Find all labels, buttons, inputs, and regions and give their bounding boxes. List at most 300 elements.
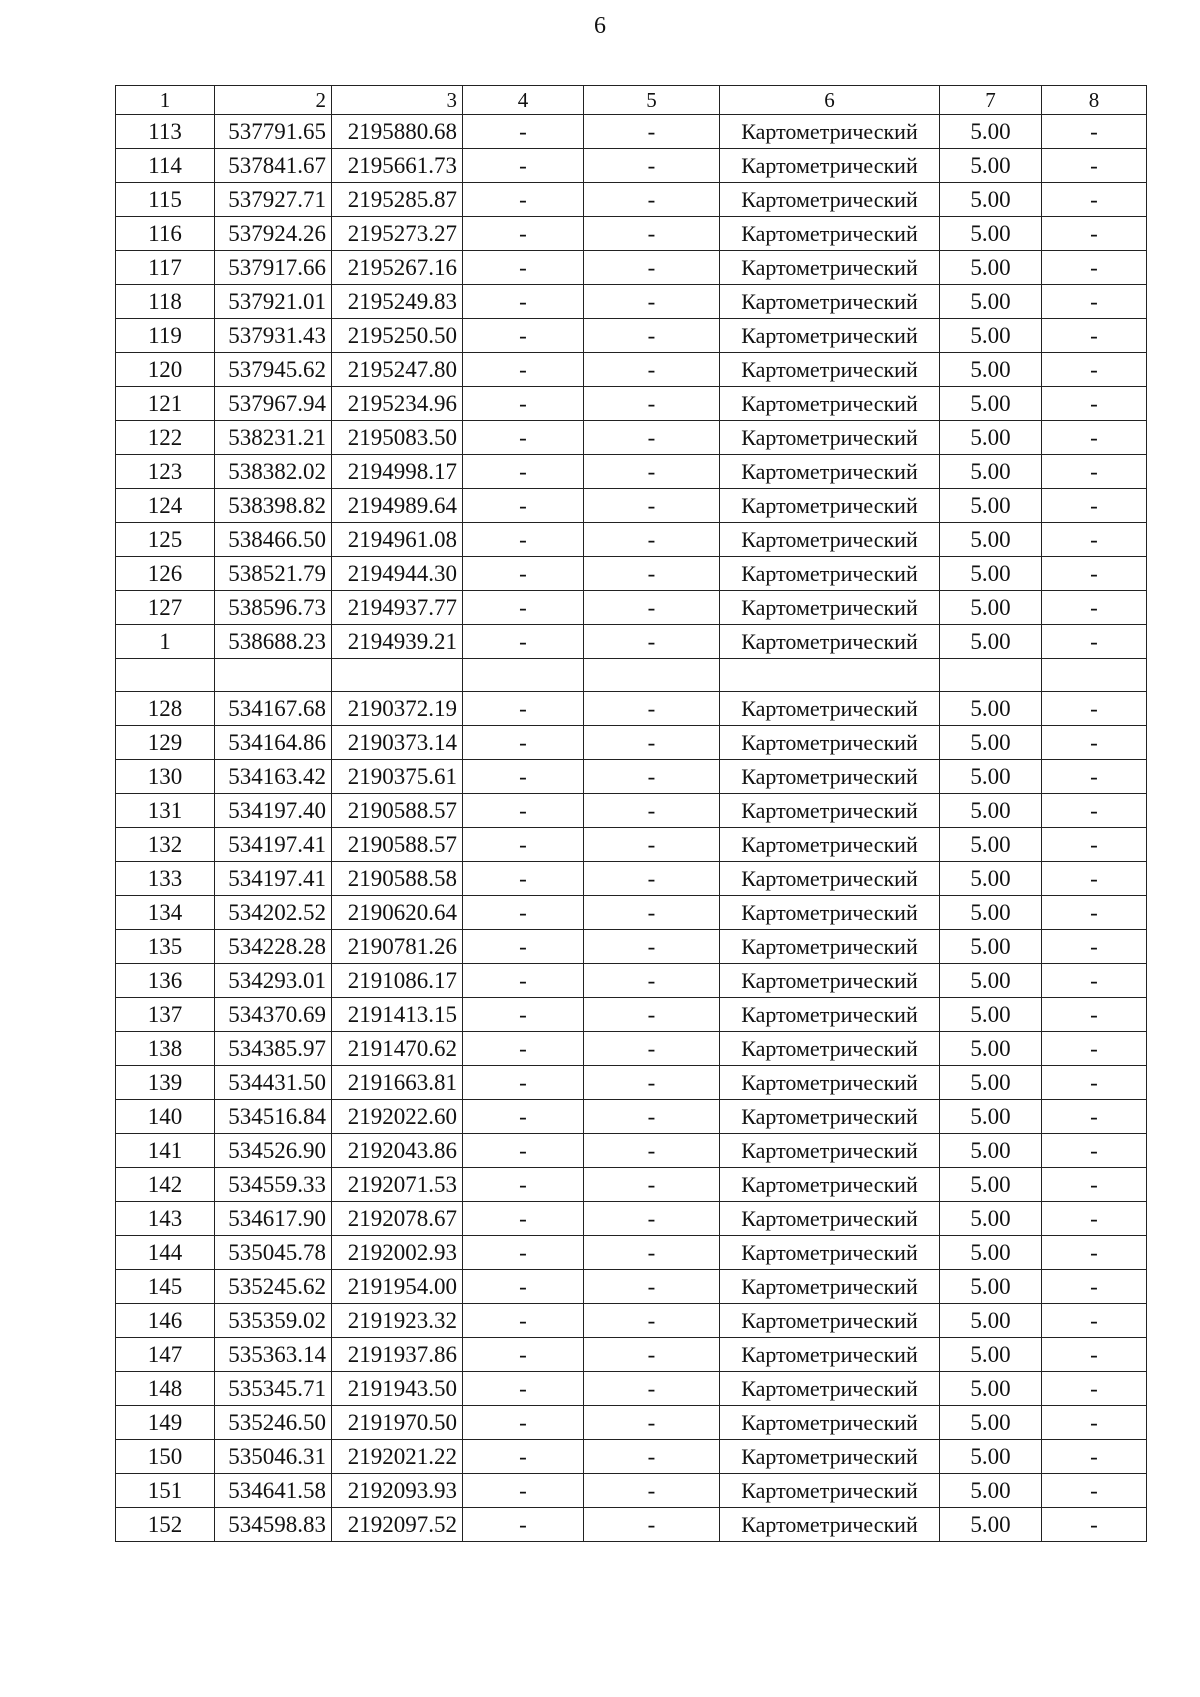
table-cell: - [463, 149, 584, 183]
table-cell: 5.00 [940, 1304, 1042, 1338]
table-cell: - [584, 183, 720, 217]
table-cell: 120 [116, 353, 215, 387]
table-cell: - [463, 319, 584, 353]
table-row [116, 1066, 1147, 1100]
table-cell: - [463, 557, 584, 591]
table-cell: - [463, 794, 584, 828]
table-cell: 1 [116, 625, 215, 659]
table-cell: - [584, 1032, 720, 1066]
table-cell: Картометрический [720, 421, 940, 455]
table-row [116, 794, 1147, 828]
table-row [116, 251, 1147, 285]
table-cell: 134 [116, 896, 215, 930]
table-cell: 138 [116, 1032, 215, 1066]
table-cell: 148 [116, 1372, 215, 1406]
table-cell: - [463, 964, 584, 998]
table-cell: - [463, 726, 584, 760]
table-cell: 534202.52 [215, 896, 332, 930]
table-cell: 5.00 [940, 1270, 1042, 1304]
table-row [116, 183, 1147, 217]
table-cell: 538688.23 [215, 625, 332, 659]
table-cell: - [584, 1474, 720, 1508]
table-row [116, 1474, 1147, 1508]
table-cell: 2192071.53 [332, 1168, 463, 1202]
table-cell: 116 [116, 217, 215, 251]
table-cell: Картометрический [720, 1134, 940, 1168]
table-cell: 147 [116, 1338, 215, 1372]
column-header-1: 1 [116, 86, 215, 115]
table-cell: 5.00 [940, 1202, 1042, 1236]
table-row [116, 557, 1147, 591]
table-cell: 2194961.08 [332, 523, 463, 557]
table-cell: 534526.90 [215, 1134, 332, 1168]
table-cell: 2195880.68 [332, 115, 463, 149]
table-row [116, 1508, 1147, 1542]
table-cell: 534197.40 [215, 794, 332, 828]
table-cell: 2190373.14 [332, 726, 463, 760]
table-cell: - [463, 896, 584, 930]
table-cell: 122 [116, 421, 215, 455]
table-cell: - [1042, 896, 1147, 930]
table-cell: Картометрический [720, 1168, 940, 1202]
table-cell: 117 [116, 251, 215, 285]
table-cell: Картометрический [720, 625, 940, 659]
table-cell: Картометрический [720, 1440, 940, 1474]
table-cell: 2195234.96 [332, 387, 463, 421]
table-cell [1042, 659, 1147, 692]
table-cell: 534293.01 [215, 964, 332, 998]
table-cell: - [463, 1032, 584, 1066]
table-cell: Картометрический [720, 692, 940, 726]
table-cell: 534370.69 [215, 998, 332, 1032]
table-cell: - [584, 591, 720, 625]
table-cell: - [584, 217, 720, 251]
table-cell: - [1042, 115, 1147, 149]
table-cell: 5.00 [940, 489, 1042, 523]
table-cell: - [584, 726, 720, 760]
table-cell: Картометрический [720, 1066, 940, 1100]
table-cell: - [584, 387, 720, 421]
table-cell: 534228.28 [215, 930, 332, 964]
table-cell: - [1042, 591, 1147, 625]
table-cell: - [584, 353, 720, 387]
table-cell: - [584, 1066, 720, 1100]
table-cell: 538596.73 [215, 591, 332, 625]
table-cell: 142 [116, 1168, 215, 1202]
table-cell: - [584, 421, 720, 455]
table-row [116, 149, 1147, 183]
table-cell: - [584, 115, 720, 149]
table-cell: 2191970.50 [332, 1406, 463, 1440]
table-cell: 2195267.16 [332, 251, 463, 285]
table-cell: Картометрический [720, 1474, 940, 1508]
table-cell: 534197.41 [215, 862, 332, 896]
table-cell: Картометрический [720, 1338, 940, 1372]
table-cell: - [584, 1168, 720, 1202]
table-cell: - [1042, 489, 1147, 523]
table-cell: - [463, 489, 584, 523]
table-row [116, 896, 1147, 930]
table-cell: - [1042, 1508, 1147, 1542]
table-cell: - [584, 523, 720, 557]
table-cell: Картометрический [720, 1100, 940, 1134]
table-cell: - [1042, 149, 1147, 183]
table-cell: 2194989.64 [332, 489, 463, 523]
table-row [116, 1202, 1147, 1236]
table-cell: - [1042, 557, 1147, 591]
table-cell: - [1042, 1474, 1147, 1508]
table-cell: 5.00 [940, 896, 1042, 930]
table-cell: 534167.68 [215, 692, 332, 726]
table-row [116, 591, 1147, 625]
table-cell: - [463, 1440, 584, 1474]
table-cell: 149 [116, 1406, 215, 1440]
table-cell: 152 [116, 1508, 215, 1542]
table-cell: Картометрический [720, 1032, 940, 1066]
table-cell: 537967.94 [215, 387, 332, 421]
table-cell: 2191663.81 [332, 1066, 463, 1100]
table-cell: Картометрический [720, 591, 940, 625]
table-cell: Картометрический [720, 828, 940, 862]
table-cell: 126 [116, 557, 215, 591]
table-cell: - [584, 828, 720, 862]
table-cell: Картометрический [720, 726, 940, 760]
table-cell: 5.00 [940, 726, 1042, 760]
table-cell: 146 [116, 1304, 215, 1338]
table-cell: - [584, 1338, 720, 1372]
table-cell: - [463, 285, 584, 319]
table-cell: 118 [116, 285, 215, 319]
table-cell: 115 [116, 183, 215, 217]
table-cell: 537841.67 [215, 149, 332, 183]
table-cell: - [584, 862, 720, 896]
table-cell: 2191470.62 [332, 1032, 463, 1066]
page-number: 6 [594, 13, 606, 39]
table-cell: 150 [116, 1440, 215, 1474]
table-cell: - [463, 183, 584, 217]
table-cell: - [584, 1236, 720, 1270]
table-cell: 534516.84 [215, 1100, 332, 1134]
table-cell: - [463, 625, 584, 659]
table-cell: 5.00 [940, 421, 1042, 455]
table-cell: 144 [116, 1236, 215, 1270]
table-cell: 538398.82 [215, 489, 332, 523]
table-cell: Картометрический [720, 251, 940, 285]
table-cell: Картометрический [720, 183, 940, 217]
table-cell [116, 659, 215, 692]
table-cell: 535246.50 [215, 1406, 332, 1440]
table-cell: - [584, 319, 720, 353]
table-cell: 5.00 [940, 285, 1042, 319]
table-cell: 132 [116, 828, 215, 862]
table-cell: 151 [116, 1474, 215, 1508]
table-cell: 5.00 [940, 794, 1042, 828]
table-cell: 2195250.50 [332, 319, 463, 353]
table-cell: 534197.41 [215, 828, 332, 862]
table-cell: 2191943.50 [332, 1372, 463, 1406]
table-row [116, 760, 1147, 794]
table-cell: 534598.83 [215, 1508, 332, 1542]
table-cell [215, 659, 332, 692]
table-cell: 534641.58 [215, 1474, 332, 1508]
table-cell: - [1042, 353, 1147, 387]
table-cell: 5.00 [940, 625, 1042, 659]
table-row [116, 692, 1147, 726]
table-cell: 2190372.19 [332, 692, 463, 726]
table-cell: - [463, 251, 584, 285]
table-cell: - [463, 1066, 584, 1100]
table-cell: 534385.97 [215, 1032, 332, 1066]
table-cell: - [1042, 726, 1147, 760]
table-cell: - [463, 760, 584, 794]
table-cell: - [1042, 964, 1147, 998]
table-cell: 537945.62 [215, 353, 332, 387]
table-cell: Картометрический [720, 149, 940, 183]
table-cell: - [584, 1406, 720, 1440]
table-cell: - [463, 862, 584, 896]
table-cell: 2195083.50 [332, 421, 463, 455]
table-row [116, 353, 1147, 387]
table-row [116, 489, 1147, 523]
table-cell: 2192002.93 [332, 1236, 463, 1270]
table-cell: - [1042, 183, 1147, 217]
table-cell: Картометрический [720, 1236, 940, 1270]
table-cell: Картометрический [720, 896, 940, 930]
column-header-8: 8 [1042, 86, 1147, 115]
table-cell: Картометрический [720, 387, 940, 421]
table-cell: 5.00 [940, 387, 1042, 421]
table-cell: 535345.71 [215, 1372, 332, 1406]
table-cell: - [1042, 794, 1147, 828]
table-cell: 2191413.15 [332, 998, 463, 1032]
table-cell: - [584, 1270, 720, 1304]
table-cell: Картометрический [720, 760, 940, 794]
table-cell: 534164.86 [215, 726, 332, 760]
table-cell: Картометрический [720, 353, 940, 387]
table-cell: - [1042, 251, 1147, 285]
table-cell: 5.00 [940, 964, 1042, 998]
table-cell: - [463, 1270, 584, 1304]
table-cell: - [1042, 1304, 1147, 1338]
table-cell: - [1042, 1168, 1147, 1202]
table-cell: - [584, 1134, 720, 1168]
table-cell: - [463, 1338, 584, 1372]
table-cell: 5.00 [940, 455, 1042, 489]
table-row [116, 387, 1147, 421]
table-cell: - [1042, 1100, 1147, 1134]
table-cell: 129 [116, 726, 215, 760]
table-row [116, 930, 1147, 964]
table-cell: 2191923.32 [332, 1304, 463, 1338]
table-cell: 119 [116, 319, 215, 353]
table-row [116, 998, 1147, 1032]
table-cell: 2190588.58 [332, 862, 463, 896]
table-cell: Картометрический [720, 557, 940, 591]
table-cell: - [584, 964, 720, 998]
table-row [116, 659, 1147, 692]
table-cell: - [1042, 319, 1147, 353]
table-cell: 128 [116, 692, 215, 726]
table-cell: - [1042, 421, 1147, 455]
table-cell: - [463, 930, 584, 964]
table-cell: 5.00 [940, 319, 1042, 353]
table-cell: 5.00 [940, 760, 1042, 794]
table-cell: 2190620.64 [332, 896, 463, 930]
table-row [116, 523, 1147, 557]
table-cell: - [463, 1134, 584, 1168]
table-cell: - [1042, 1066, 1147, 1100]
table-row [116, 1338, 1147, 1372]
table-cell: 2192078.67 [332, 1202, 463, 1236]
table-cell: - [463, 1202, 584, 1236]
table-cell: 534617.90 [215, 1202, 332, 1236]
table-cell: 534431.50 [215, 1066, 332, 1100]
table-cell: 537921.01 [215, 285, 332, 319]
table-cell: 2191954.00 [332, 1270, 463, 1304]
column-header-7: 7 [940, 86, 1042, 115]
table-cell: 121 [116, 387, 215, 421]
table-cell: Картометрический [720, 1406, 940, 1440]
column-header-3: 3 [332, 86, 463, 115]
table-body [116, 86, 1147, 1542]
table-cell: 5.00 [940, 149, 1042, 183]
table-cell [584, 659, 720, 692]
table-cell: 2192021.22 [332, 1440, 463, 1474]
table-cell: 2194944.30 [332, 557, 463, 591]
table-cell: 130 [116, 760, 215, 794]
table-cell: - [463, 1236, 584, 1270]
table-cell: 2195285.87 [332, 183, 463, 217]
column-header-6: 6 [720, 86, 940, 115]
table-cell [332, 659, 463, 692]
table-cell: 537917.66 [215, 251, 332, 285]
table-cell: Картометрический [720, 930, 940, 964]
table-cell: 535046.31 [215, 1440, 332, 1474]
table-cell: 131 [116, 794, 215, 828]
table-cell: 140 [116, 1100, 215, 1134]
table-cell: - [1042, 692, 1147, 726]
table-row [116, 1440, 1147, 1474]
table-cell: 123 [116, 455, 215, 489]
table-cell: 538231.21 [215, 421, 332, 455]
table-cell: Картометрический [720, 489, 940, 523]
table-row [116, 115, 1147, 149]
table-cell: - [584, 285, 720, 319]
table-cell: - [463, 1168, 584, 1202]
table-cell: Картометрический [720, 217, 940, 251]
table-cell: - [584, 930, 720, 964]
table-row [116, 1406, 1147, 1440]
column-header-5: 5 [584, 86, 720, 115]
table-cell: Картометрический [720, 862, 940, 896]
table-cell: 5.00 [940, 1236, 1042, 1270]
table-cell: Картометрический [720, 794, 940, 828]
table-cell: 538521.79 [215, 557, 332, 591]
table-cell: - [584, 1202, 720, 1236]
table-cell: - [1042, 523, 1147, 557]
table-cell: 535363.14 [215, 1338, 332, 1372]
table-cell: 2195249.83 [332, 285, 463, 319]
table-cell: 5.00 [940, 930, 1042, 964]
table-cell: 143 [116, 1202, 215, 1236]
table-cell: - [1042, 930, 1147, 964]
table-cell: - [463, 1474, 584, 1508]
table-cell: - [584, 998, 720, 1032]
table-cell: Картометрический [720, 115, 940, 149]
table-cell: - [463, 115, 584, 149]
table-cell: - [463, 692, 584, 726]
table-cell: - [463, 455, 584, 489]
table-cell: - [1042, 862, 1147, 896]
table-cell: - [1042, 625, 1147, 659]
table-row [116, 625, 1147, 659]
table-cell: - [1042, 828, 1147, 862]
table-row [116, 285, 1147, 319]
table-row [116, 828, 1147, 862]
table-cell: 534559.33 [215, 1168, 332, 1202]
table-cell: 538382.02 [215, 455, 332, 489]
table-cell: - [1042, 1372, 1147, 1406]
table-cell: 127 [116, 591, 215, 625]
table-cell: 537924.26 [215, 217, 332, 251]
table-cell: 2195661.73 [332, 149, 463, 183]
table-cell: 5.00 [940, 1168, 1042, 1202]
table-cell: - [584, 625, 720, 659]
table-row [116, 455, 1147, 489]
table-cell: 2192043.86 [332, 1134, 463, 1168]
table-row [116, 1032, 1147, 1066]
table-row [116, 964, 1147, 998]
table-cell: - [463, 217, 584, 251]
table-cell [940, 659, 1042, 692]
table-cell: - [1042, 998, 1147, 1032]
table-cell: 114 [116, 149, 215, 183]
table-cell [720, 659, 940, 692]
table-cell: - [463, 828, 584, 862]
table-cell: 137 [116, 998, 215, 1032]
table-cell: - [584, 489, 720, 523]
table-cell: - [1042, 387, 1147, 421]
table-row [116, 421, 1147, 455]
table-row [116, 1372, 1147, 1406]
table-cell: 5.00 [940, 1032, 1042, 1066]
table-cell: 5.00 [940, 183, 1042, 217]
table-cell: 139 [116, 1066, 215, 1100]
table-cell: 141 [116, 1134, 215, 1168]
table-cell: Картометрический [720, 523, 940, 557]
table-cell: - [584, 896, 720, 930]
table-row [116, 1304, 1147, 1338]
table-cell: - [1042, 1406, 1147, 1440]
table-cell: - [584, 1508, 720, 1542]
table-cell: Картометрический [720, 319, 940, 353]
table-cell: Картометрический [720, 964, 940, 998]
table-cell: - [463, 1372, 584, 1406]
table-cell: 2194937.77 [332, 591, 463, 625]
table-cell: - [1042, 1338, 1147, 1372]
table-cell: Картометрический [720, 1270, 940, 1304]
table-cell: - [584, 1100, 720, 1134]
table-cell: - [463, 998, 584, 1032]
table-cell: 2194998.17 [332, 455, 463, 489]
table-cell: 5.00 [940, 862, 1042, 896]
table-cell: 5.00 [940, 251, 1042, 285]
table-cell: - [1042, 455, 1147, 489]
table-cell: 5.00 [940, 557, 1042, 591]
column-header-4: 4 [463, 86, 584, 115]
table-row [116, 1168, 1147, 1202]
table-cell: 5.00 [940, 1100, 1042, 1134]
